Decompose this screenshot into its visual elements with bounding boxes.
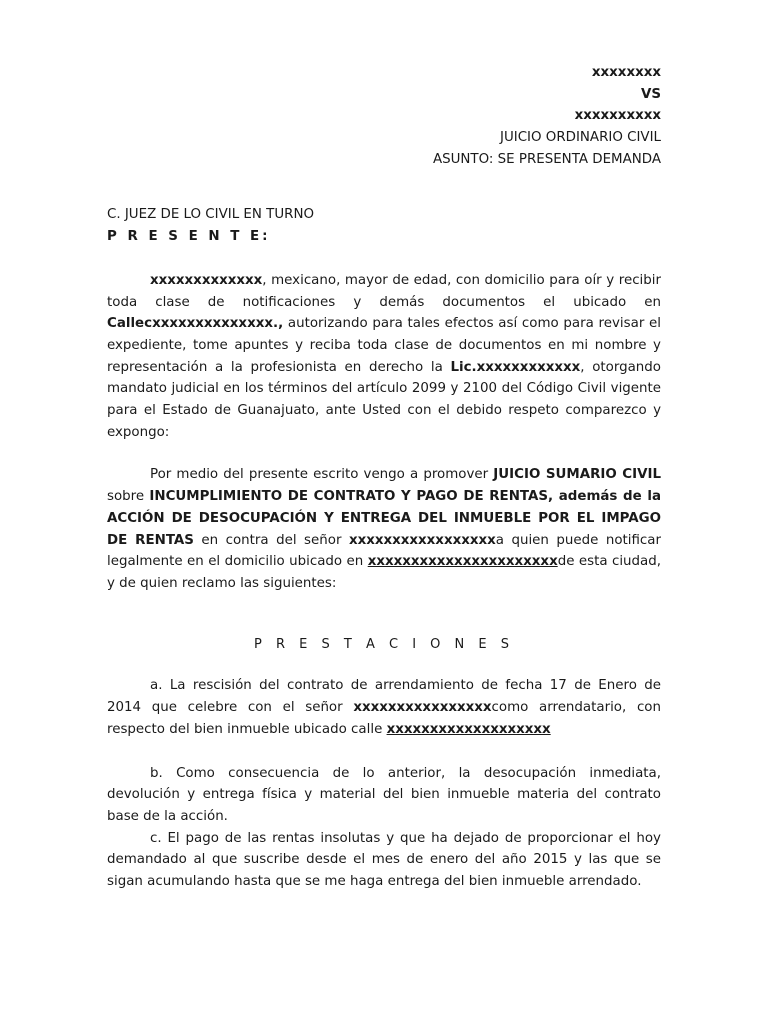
- lawyer-name: Lic.xxxxxxxxxxxx: [450, 359, 581, 375]
- claim-paragraph: Por medio del presente escrito vengo a promover JUICIO SUMARIO CIVIL sobre INCUMPLIMIENTO DE CONTRATO Y PAGO DE RENTAS, además de la ACCIÓN DE DESOCUPACIÓN Y ENTREGA DEL INMUEBLE POR EL IMPAGO DE RENTAS en contra del señor xxxxxxxxxxxxxxxxxa quien puede notificar legalmente en el domicilio ubicado en xxxxxxxxxxxxxxxxxxxxxxde esta ciudad, y de quien reclamo las siguientes:: [107, 467, 661, 591]
- case-header: [107, 62, 661, 170]
- addressee-block: [107, 204, 661, 247]
- party2: xxxxxxxxxx: [574, 108, 661, 124]
- plaintiff-street: Callecxxxxxxxxxxxxxx.,: [107, 316, 284, 332]
- defendant-name: xxxxxxxxxxxxxxxxx: [348, 532, 496, 548]
- prestacion-b: b. Como consecuencia de lo anterior, la desocupación inmediata, devolución y entrega física y material del bien inmueble materia del contrato base de la acción.: [107, 765, 661, 824]
- defendant-address: xxxxxxxxxxxxxxxxxxxxxx: [367, 554, 558, 570]
- party1: xxxxxxxx: [591, 65, 661, 80]
- document-page: [107, 62, 661, 893]
- claim-subject: INCUMPLIMIENTO DE CONTRATO Y PAGO DE RENTAS, además de la ACCIÓN DE DESOCUPACIÓN Y ENTREGA DEL INMUEBLE POR EL IMPAGO DE RENTAS: [107, 489, 661, 548]
- plaintiff-name: xxxxxxxxxxxxx: [150, 272, 263, 288]
- prestacion-a: a. La rescisión del contrato de arrendamiento de fecha 17 de Enero de 2014 que celebre con el señor xxxxxxxxxxxxxxxxcomo arrendatario, con respecto del bien inmueble ubicado calle xxxxxxxxxxxxxxxxxxx: [107, 678, 661, 737]
- versus: VS: [640, 86, 661, 102]
- presente-heading: P R E S E N T E:: [107, 229, 271, 245]
- lessee-name: xxxxxxxxxxxxxxxx: [353, 700, 492, 716]
- prestaciones-heading: P R E S T A C I O N E S: [254, 636, 514, 652]
- case-type: JUICIO ORDINARIO CIVIL: [500, 130, 661, 146]
- prestacion-c: c. El pago de las rentas insolutas y que ha dejado de proporcionar el hoy demandado al que suscribe desde el mes de enero del año 2015 y las que se sigan acumulando hasta que se me haga entrega del bien inmueble arrendado.: [107, 830, 661, 890]
- judge-title: C. JUEZ DE LO CIVIL EN TURNO: [107, 207, 315, 223]
- intro-paragraph: xxxxxxxxxxxxx, mexicano, mayor de edad, con domicilio para oír y recibir toda clase de notificaciones y demás documentos el ubicado en Callecxxxxxxxxxxxxxx., autorizando para tales efectos así como para revisar el expediente, tome apuntes y reciba toda clase de documentos en mi nombre y representación a la profesionista en derecho la Lic.xxxxxxxxxxxx, otorgando mandato judicial en los términos del artículo 2099 y 2100 del Código Civil vigente para el Estado de Guanajuato, ante Usted con el debido respeto comparezco y expongo:: [107, 272, 661, 440]
- property-street: xxxxxxxxxxxxxxxxxxx: [386, 721, 551, 737]
- case-subject: ASUNTO: SE PRESENTA DEMANDA: [432, 151, 661, 167]
- claim-type: JUICIO SUMARIO CIVIL: [493, 467, 661, 483]
